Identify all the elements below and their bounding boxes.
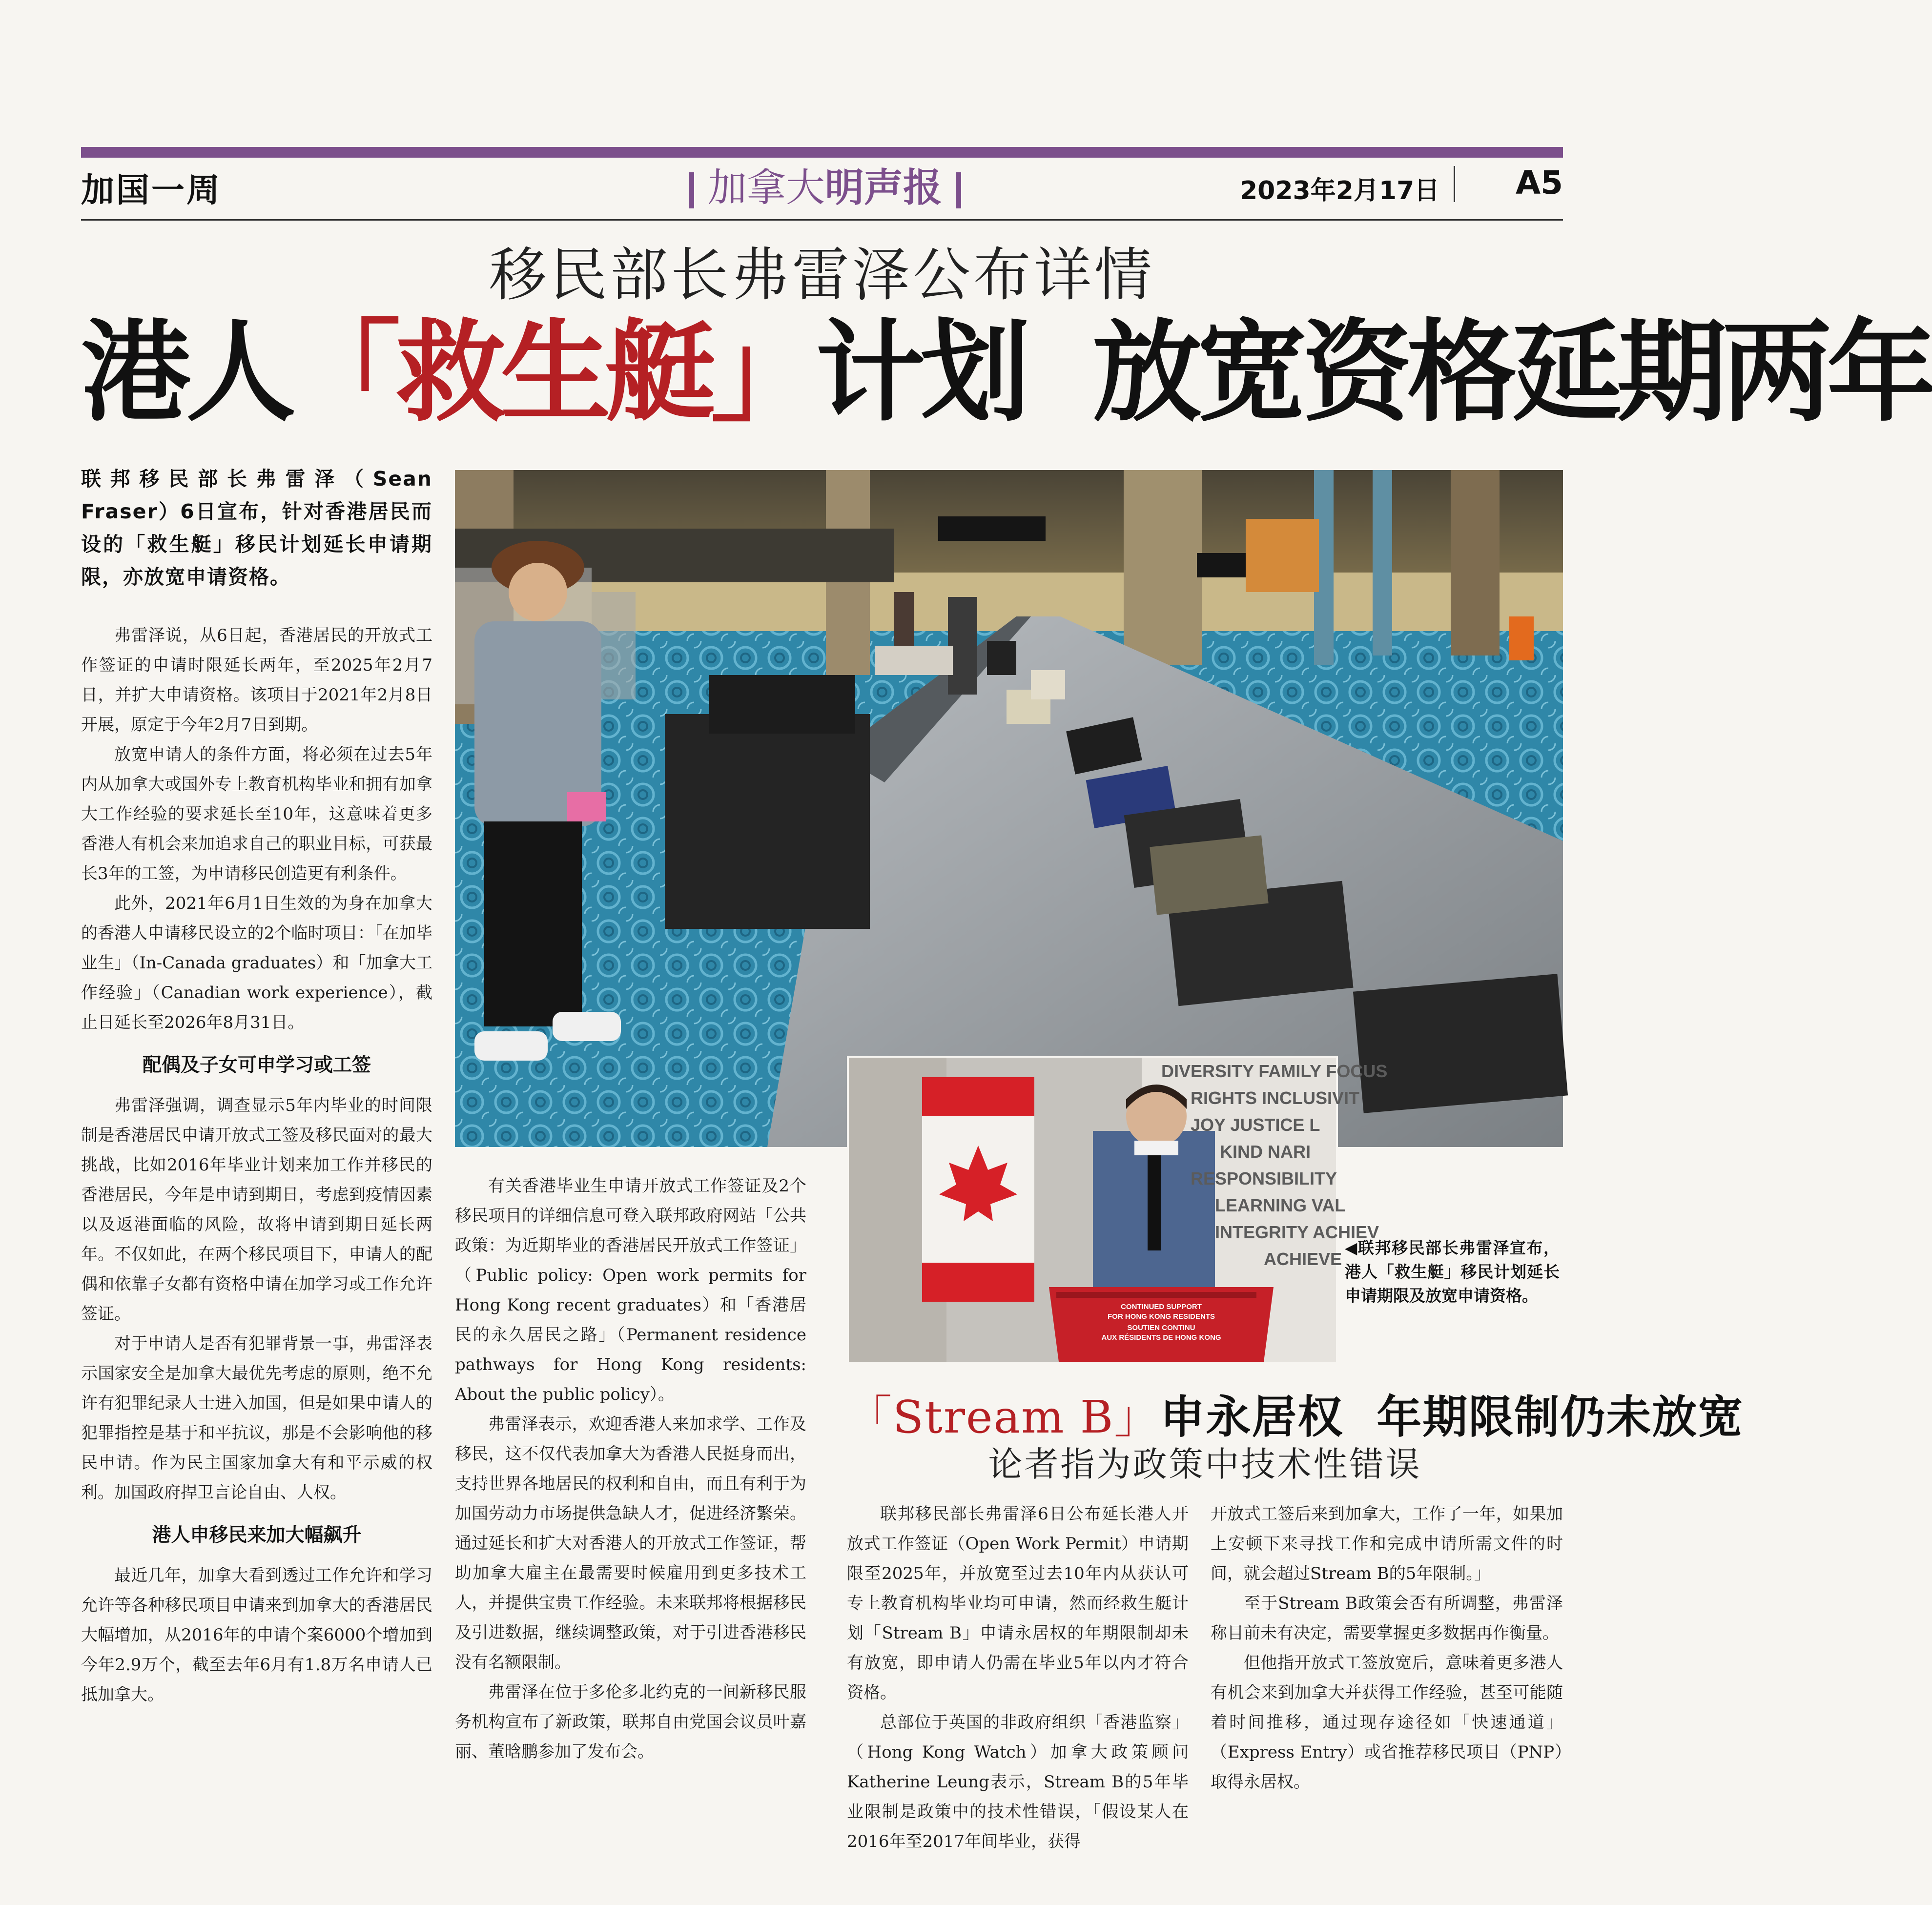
photo-caption: ◀联邦移民部长弗雷泽宣布，港人「救生艇」移民计划延长申请期限及放宽申请资格。 [1345,1238,1560,1305]
lead-paragraph: 联邦移民部长弗雷泽（Sean Fraser）6日宣布，针对香港居民而设的「救生艇」移民计划延长申请期限，亦放宽申请资格。 [81,467,432,589]
wall-text-5: RESPONSIBILITY [1191,1168,1337,1188]
subheading: 港人申移民来加大幅飙升 [152,1524,362,1546]
paragraph: 至于Stream B政策会否有所调整，弗雷泽称目前未有决定，需要掌握更多数据再作衡量。 [1211,1594,1563,1643]
masthead-bar-left [689,172,694,208]
paragraph: 联邦移民部长弗雷泽6日公布延长港人开放式工作签证（Open Work Permit）申请期限至2025年，并放宽至过去10年内从获认可专上教育机构毕业均可申请，然而经救生艇计划「Stream B」申请永居权的年期限制却未有放宽，即申请人仍需在毕业5年以内才符合资格。 [847,1504,1189,1702]
page-number: A5 [1516,164,1563,202]
masthead-paper-name: 明声报 [825,165,942,210]
podium-text-3: SOUTIEN CONTINU [1127,1324,1195,1332]
paragraph: 有关香港毕业生申请开放式工作签证及2个移民项目的详细信息可登入联邦政府网站「公共政策：为近期毕业的香港居民开放式工作签证」（Public policy: Open work permits for Hong Kong recent graduates）和「香港居民的永久居民之路」（Permanent residence pathways for Hong Kong residents: About the public policy）。 [455,1176,806,1404]
article-column-1 [81,621,432,1710]
podium-text-1: CONTINUED SUPPORT [1121,1303,1202,1311]
newspaper-masthead [659,156,991,212]
wall-text-4: KIND NARI [1220,1142,1311,1162]
paragraph: 最近几年，加拿大看到透过工作允许和学习允许等各种移民项目申请来到加拿大的香港居民大幅增加，从2016年的申请个案6000个增加到今年2.9万个，截至去年6月有1.8万名申请人已抵加拿大。 [81,1566,432,1704]
podium-text-2: FOR HONG KONG RESIDENTS [1107,1312,1215,1321]
podium-text-4: AUX RÉSIDENTS DE HONG KONG [1101,1333,1221,1342]
paragraph: 但他指开放式工签放宽后，意味着更多港人有机会来到加拿大并获得工作经验，甚至可能随着时间推移，通过现存途径如「快速通道」（Express Entry）或省推荐移民项目（PNP）取得永居权。 [1211,1653,1563,1792]
wall-text-3: JOY JUSTICE L [1191,1115,1320,1135]
paragraph: 弗雷泽表示，欢迎香港人来加求学、工作及移民，这不仅代表加拿大为香港人民挺身而出，支持世界各地居民的权利和自由，而且有利于为加国劳动力市场提供急缺人才，促进经济繁荣。通过延长和扩大对香港人的开放式工作签证，帮助加拿大雇主在最需要时候雇用到更多技术工人，并提供宝贵工作经验。未来联邦将根据移民及引进数据，继续调整政策，对于引进香港移民没有名额限制。 [455,1414,806,1672]
article-column-3 [847,1499,1189,1857]
minister-press-photo [847,1056,1388,1364]
headline-part-1: 港人 [81,308,291,437]
wall-text-8: ACHIEVE [1264,1249,1342,1269]
sub-headline-quoted: 「Stream B」 [847,1391,1160,1443]
headline-kicker: 移民部长弗雷泽公布详情 [489,241,1155,308]
sub-article-headline [847,1381,1744,1446]
article-column-4 [1211,1499,1563,1797]
issue-date: 2023年2月17日 [1240,176,1440,205]
wall-text-7: INTEGRITY ACHIEV [1215,1222,1379,1242]
subheading: 配偶及子女可申学习或工签 [142,1054,371,1076]
wall-text-1: DIVERSITY FAMILY FOCUS [1161,1061,1388,1081]
paragraph: 放宽申请人的条件方面，将必须在过去5年内从加拿大或国外专上教育机构毕业和拥有加拿大工作经验的要求延长至10年，这意味着更多香港人有机会来加追求自己的职业目标，可获最长3年的工签，为申请移民创造更有利条件。 [81,745,432,883]
masthead-bar-right [956,172,961,208]
paragraph: 总部位于英国的非政府组织「香港监察」（Hong Kong Watch）加拿大政策顾问Katherine Leung表示，Stream B的5年毕业限制是政策中的技术性错误，「假设某人在2016年至2017年间毕业，获得 [847,1713,1189,1851]
canada-flag-icon [922,1077,1034,1302]
paragraph: 弗雷泽说，从6日起，香港居民的开放式工作签证的申请时限延长两年，至2025年2月7日，并扩大申请资格。该项目于2021年2月8日开展，原定于今年2月7日到期。 [81,626,432,735]
header-rule [81,219,1563,221]
airport-baggage-photo [455,470,1563,1147]
paragraph: 此外，2021年6月1日生效的为身在加拿大的香港人申请移民设立的2个临时项目：「在加毕业生」（In-Canada graduates）和「加拿大工作经验」（Canadian work experience），截止日延长至2026年8月31日。 [81,894,432,1032]
press-conference-illustration [849,1058,1388,1362]
headline-part-2: 计划 放宽资格延期两年 [816,308,1932,437]
paragraph: 开放式工签后来到加拿大，工作了一年，如果加上安顿下来寻找工作和完成申请所需文件的时间，就会超过Stream B的5年限制。」 [1211,1504,1563,1583]
masthead-prefix: 加拿大 [708,165,825,210]
wall-text-6: LEARNING VAL [1215,1195,1346,1215]
paragraph: 弗雷泽强调，调查显示5年内毕业的时间限制是香港居民申请开放式工签及移民面对的最大挑战，比如2016年毕业计划来加工作并移民的香港居民，今年是申请到期日，考虑到疫情因素以及返港面临的风险，故将申请到期日延长两年。不仅如此，在两个移民项目下，申请人的配偶和依靠子女都有资格申请在加学习或工作允许签证。 [81,1096,432,1324]
headline-quoted: 「救生艇」 [291,308,816,437]
main-headline [81,307,1932,438]
sub-headline-rest: 申永居权 年期限制仍未放宽 [1160,1391,1744,1443]
baggage-claim-illustration [455,470,1563,1147]
paragraph: 弗雷泽在位于多伦多北约克的一间新移民服务机构宣布了新政策，联邦自由党国会议员叶嘉丽、董晗鹏参加了发布会。 [455,1682,806,1762]
article-column-2 [455,1171,806,1767]
section-name: 加国一周 [81,171,222,210]
paragraph: 对于申请人是否有犯罪背景一事，弗雷泽表示国家安全是加拿大最优先考虑的原则，绝不允许有犯罪纪录人士进入加国，但是如果申请人的犯罪指控是基于和平抗议，那是不会影响他的移民申请。作为民主国家加拿大有和平示威的权利。加国政府捍卫言论自由、人权。 [81,1334,432,1502]
wall-text-2: RIGHTS INCLUSIVIT [1191,1088,1360,1108]
date-separator [1454,166,1455,202]
sub-article-subtitle: 论者指为政策中技术性错误 [988,1444,1422,1484]
